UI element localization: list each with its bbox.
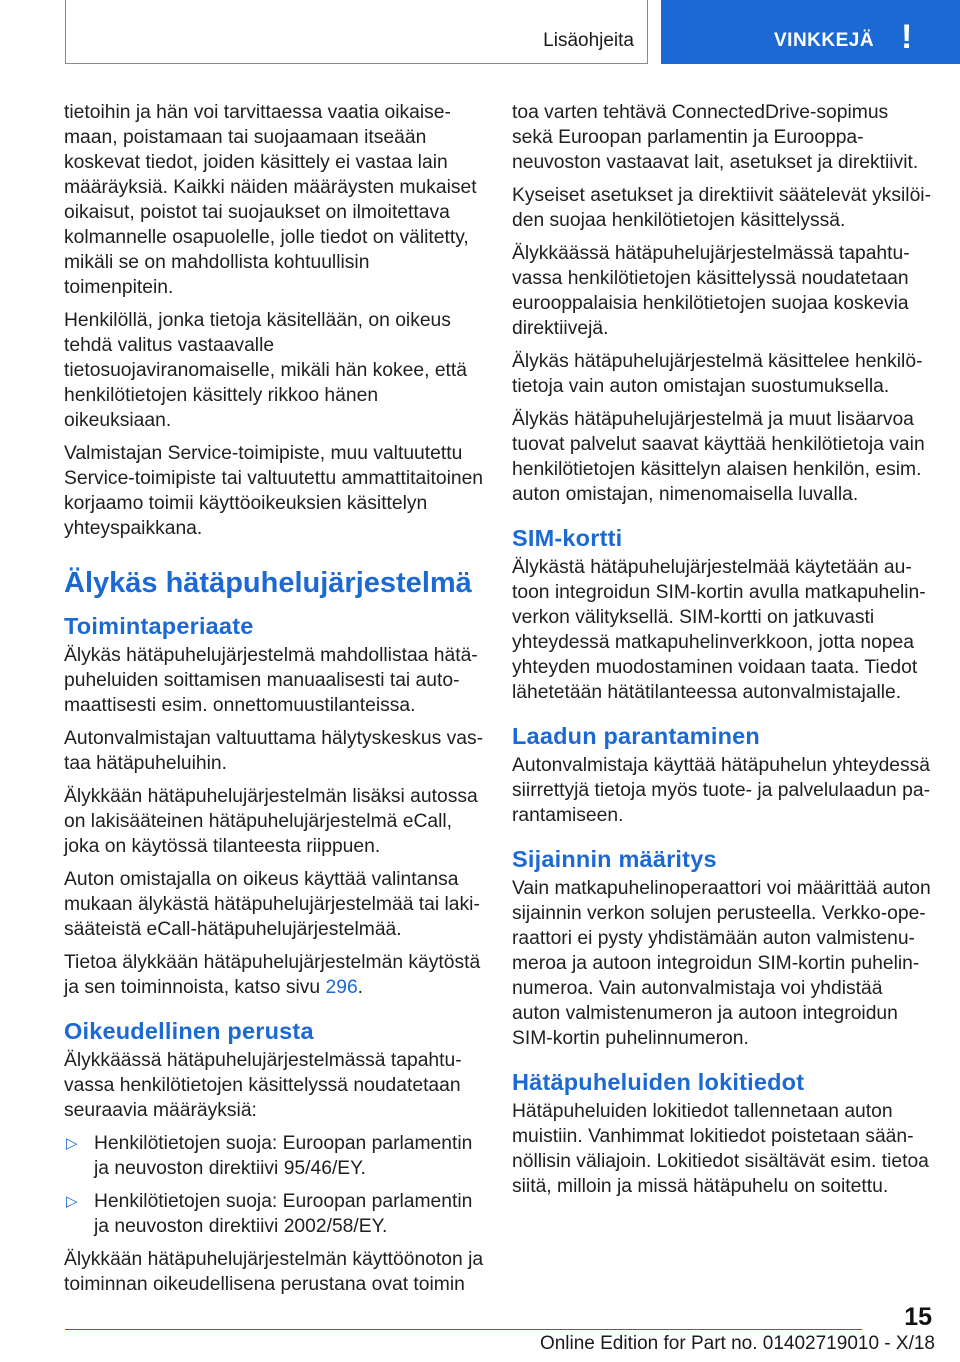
section-title: Lisäohjeita [543, 30, 634, 51]
subsection-heading: SIM-kortti [512, 525, 623, 551]
paragraph-end: . [357, 977, 364, 998]
paragraph: Henkilöllä, jonka tietoja käsitellään, on oikeus tehdä valitus vastaavalle tietosuojaviranomaiselle, mikäli hän kokee, että henkilötietojen käsittely rikkoo hänen oikeuksiaan. [64, 310, 467, 431]
list-item [64, 1189, 484, 1239]
chapter-tab [661, 0, 960, 64]
subsection-heading: Sijainnin määritys [512, 846, 717, 872]
paragraph: toa varten tehtävä ConnectedDrive-sopimus sekä Euroopan parlamentin ja Eurooppa-neuvoston vastaavat lait, asetukset ja direktiivit. [512, 102, 919, 173]
section-heading: Älykäs hätäpuhelujärjestelmä [64, 567, 472, 599]
paragraph: Valmistajan Service-toimipiste, muu valtuutettu Service-toimipiste tai valtuutettu ammattitaitoinen korjaamo toimii käyttöoikeuksien käsittelyn yhteyspaikkana. [64, 443, 484, 539]
chapter-title: VINKKEJÄ [774, 30, 875, 51]
bullet-list [64, 1131, 484, 1239]
triangle-bullet-icon: ▷ [66, 1193, 78, 1210]
paragraph: Älykäs hätäpuhelujärjestelmä ja muut lisäarvoa tuovat palvelut saavat käyttää henkilötietoja vain henkilötietojen käsittelyn alaisen henkilön, esim. auton omistajan, nimenomaisella luvalla. [512, 409, 925, 505]
paragraph: Älykkäässä hätäpuhelujärjestelmässä tapahtuvassa henkilötietojen käsittelyssä noudatetaan eurooppalaisia henkilötietojen suojaa koskevia direktiivejä. [512, 243, 910, 339]
right-column [512, 100, 932, 1207]
paragraph: Autonvalmistajan valtuuttama hälytyskeskus vastaa hätäpuheluihin. [64, 728, 484, 774]
subsection-heading: Oikeudellinen perusta [64, 1018, 314, 1044]
paragraph-text: Tietoa älykkään hätäpuhelujärjestelmän käytöstä ja sen toiminnoista, katso sivu [64, 952, 481, 998]
page-link[interactable]: 296 [325, 977, 358, 998]
paragraph: tietoihin ja hän voi tarvittaessa vaatia oikaisemaan, poistamaan tai suojaamaan itseään koskevat tiedot, joiden käsittely ei vastaa lain määräyksiä. Kaikki näiden määräysten mukaiset oikaisut, poistot tai suojaukset on ilmoitettava kolmannelle osapuolelle, jolle tiedot on välitetty, mikäli se on mahdollista kohtuullisin toimenpitein. [64, 102, 477, 298]
subsection-heading: Hätäpuheluiden lokitiedot [512, 1069, 805, 1095]
subsection-heading: Laadun parantaminen [512, 723, 760, 749]
subsection-heading: Toimintaperiaate [64, 613, 254, 639]
paragraph: Älykästä hätäpuhelujärjestelmää käytetään autoon integroidun SIM-kortin avulla matkapuhelinverkon välityksellä. SIM-kortti on jatkuvasti yhteydessä matkapuhelinverkkoon, jotta nopea yhteyden muodostaminen voidaan taata. Tiedot lähetetään hätätilanteessa autonvalmistajalle. [512, 557, 926, 703]
paragraph: Älykkäässä hätäpuhelujärjestelmässä tapahtuvassa henkilötietojen käsittelyssä noudatetaan seuraavia määräyksiä: [64, 1050, 462, 1121]
paragraph: Vain matkapuhelinoperaattori voi määrittää auton sijainnin verkon solujen perusteella. Verkko-operaattori ei pysty yhdistämään auton valmistenumeroa ja autoon integroidun SIM-kortin puhelinnumeroa. Vain autonvalmistaja voi yhdistää auton valmistenumeron ja autoon integroidun SIM-kortin puhelinnumeron. [512, 878, 931, 1049]
paragraph: Älykäs hätäpuhelujärjestelmä käsittelee henkilötietoja vain auton omistajan suostumuksella. [512, 351, 923, 397]
paragraph: Auton omistajalla on oikeus käyttää valintansa mukaan älykästä hätäpuhelujärjestelmää tai lakisääteistä eCall-hätäpuhelujärjestelmää. [64, 869, 480, 940]
page-number: 15 [904, 1303, 932, 1331]
paragraph: Hätäpuheluiden lokitiedot tallennetaan auton muistiin. Vanhimmat lokitiedot poistetaan säännöllisin väliajoin. Lokitiedot sisältävät esim. tietoa siitä, milloin ja missä hätäpuhelu on soitettu. [512, 1101, 929, 1197]
paragraph: Älykkään hätäpuhelujärjestelmän lisäksi autossa on lakisääteinen hätäpuhelujärjestelmä eCall, joka on käytössä tilanteesta riippuen. [64, 786, 478, 857]
left-column [64, 100, 484, 1305]
paragraph: Autonvalmistaja käyttää hätäpuhelun yhteydessä siirrettyjä tietoja myös tuote- ja palvelulaadun parantamiseen. [512, 755, 931, 826]
footer-divider [65, 1329, 862, 1330]
paragraph [64, 950, 484, 1000]
paragraph: Älykäs hätäpuhelujärjestelmä mahdollistaa hätäpuheluiden soittamisen manuaalisesti tai automaattisesti esim. onnettomuustilanteissa. [64, 645, 478, 716]
paragraph: Älykkään hätäpuhelujärjestelmän käyttöönoton ja toiminnan oikeudellisena perustana ovat toimin [64, 1249, 484, 1295]
list-item [64, 1131, 484, 1181]
exclamation-icon: ! [901, 18, 913, 56]
triangle-bullet-icon: ▷ [66, 1135, 78, 1152]
list-item-text: Henkilötietojen suoja: Euroopan parlamentin ja neuvoston direktiivi 95/46/EY. [94, 1133, 473, 1179]
paragraph: Kyseiset asetukset ja direktiivit säätelevät yksilöiden suojaa henkilötietojen käsittelyssä. [512, 185, 932, 231]
edition-label: Online Edition for Part no. 01402719010 - X/18 [539, 1333, 935, 1354]
list-item-text: Henkilötietojen suoja: Euroopan parlamentin ja neuvoston direktiivi 2002/58/EY. [94, 1191, 473, 1237]
